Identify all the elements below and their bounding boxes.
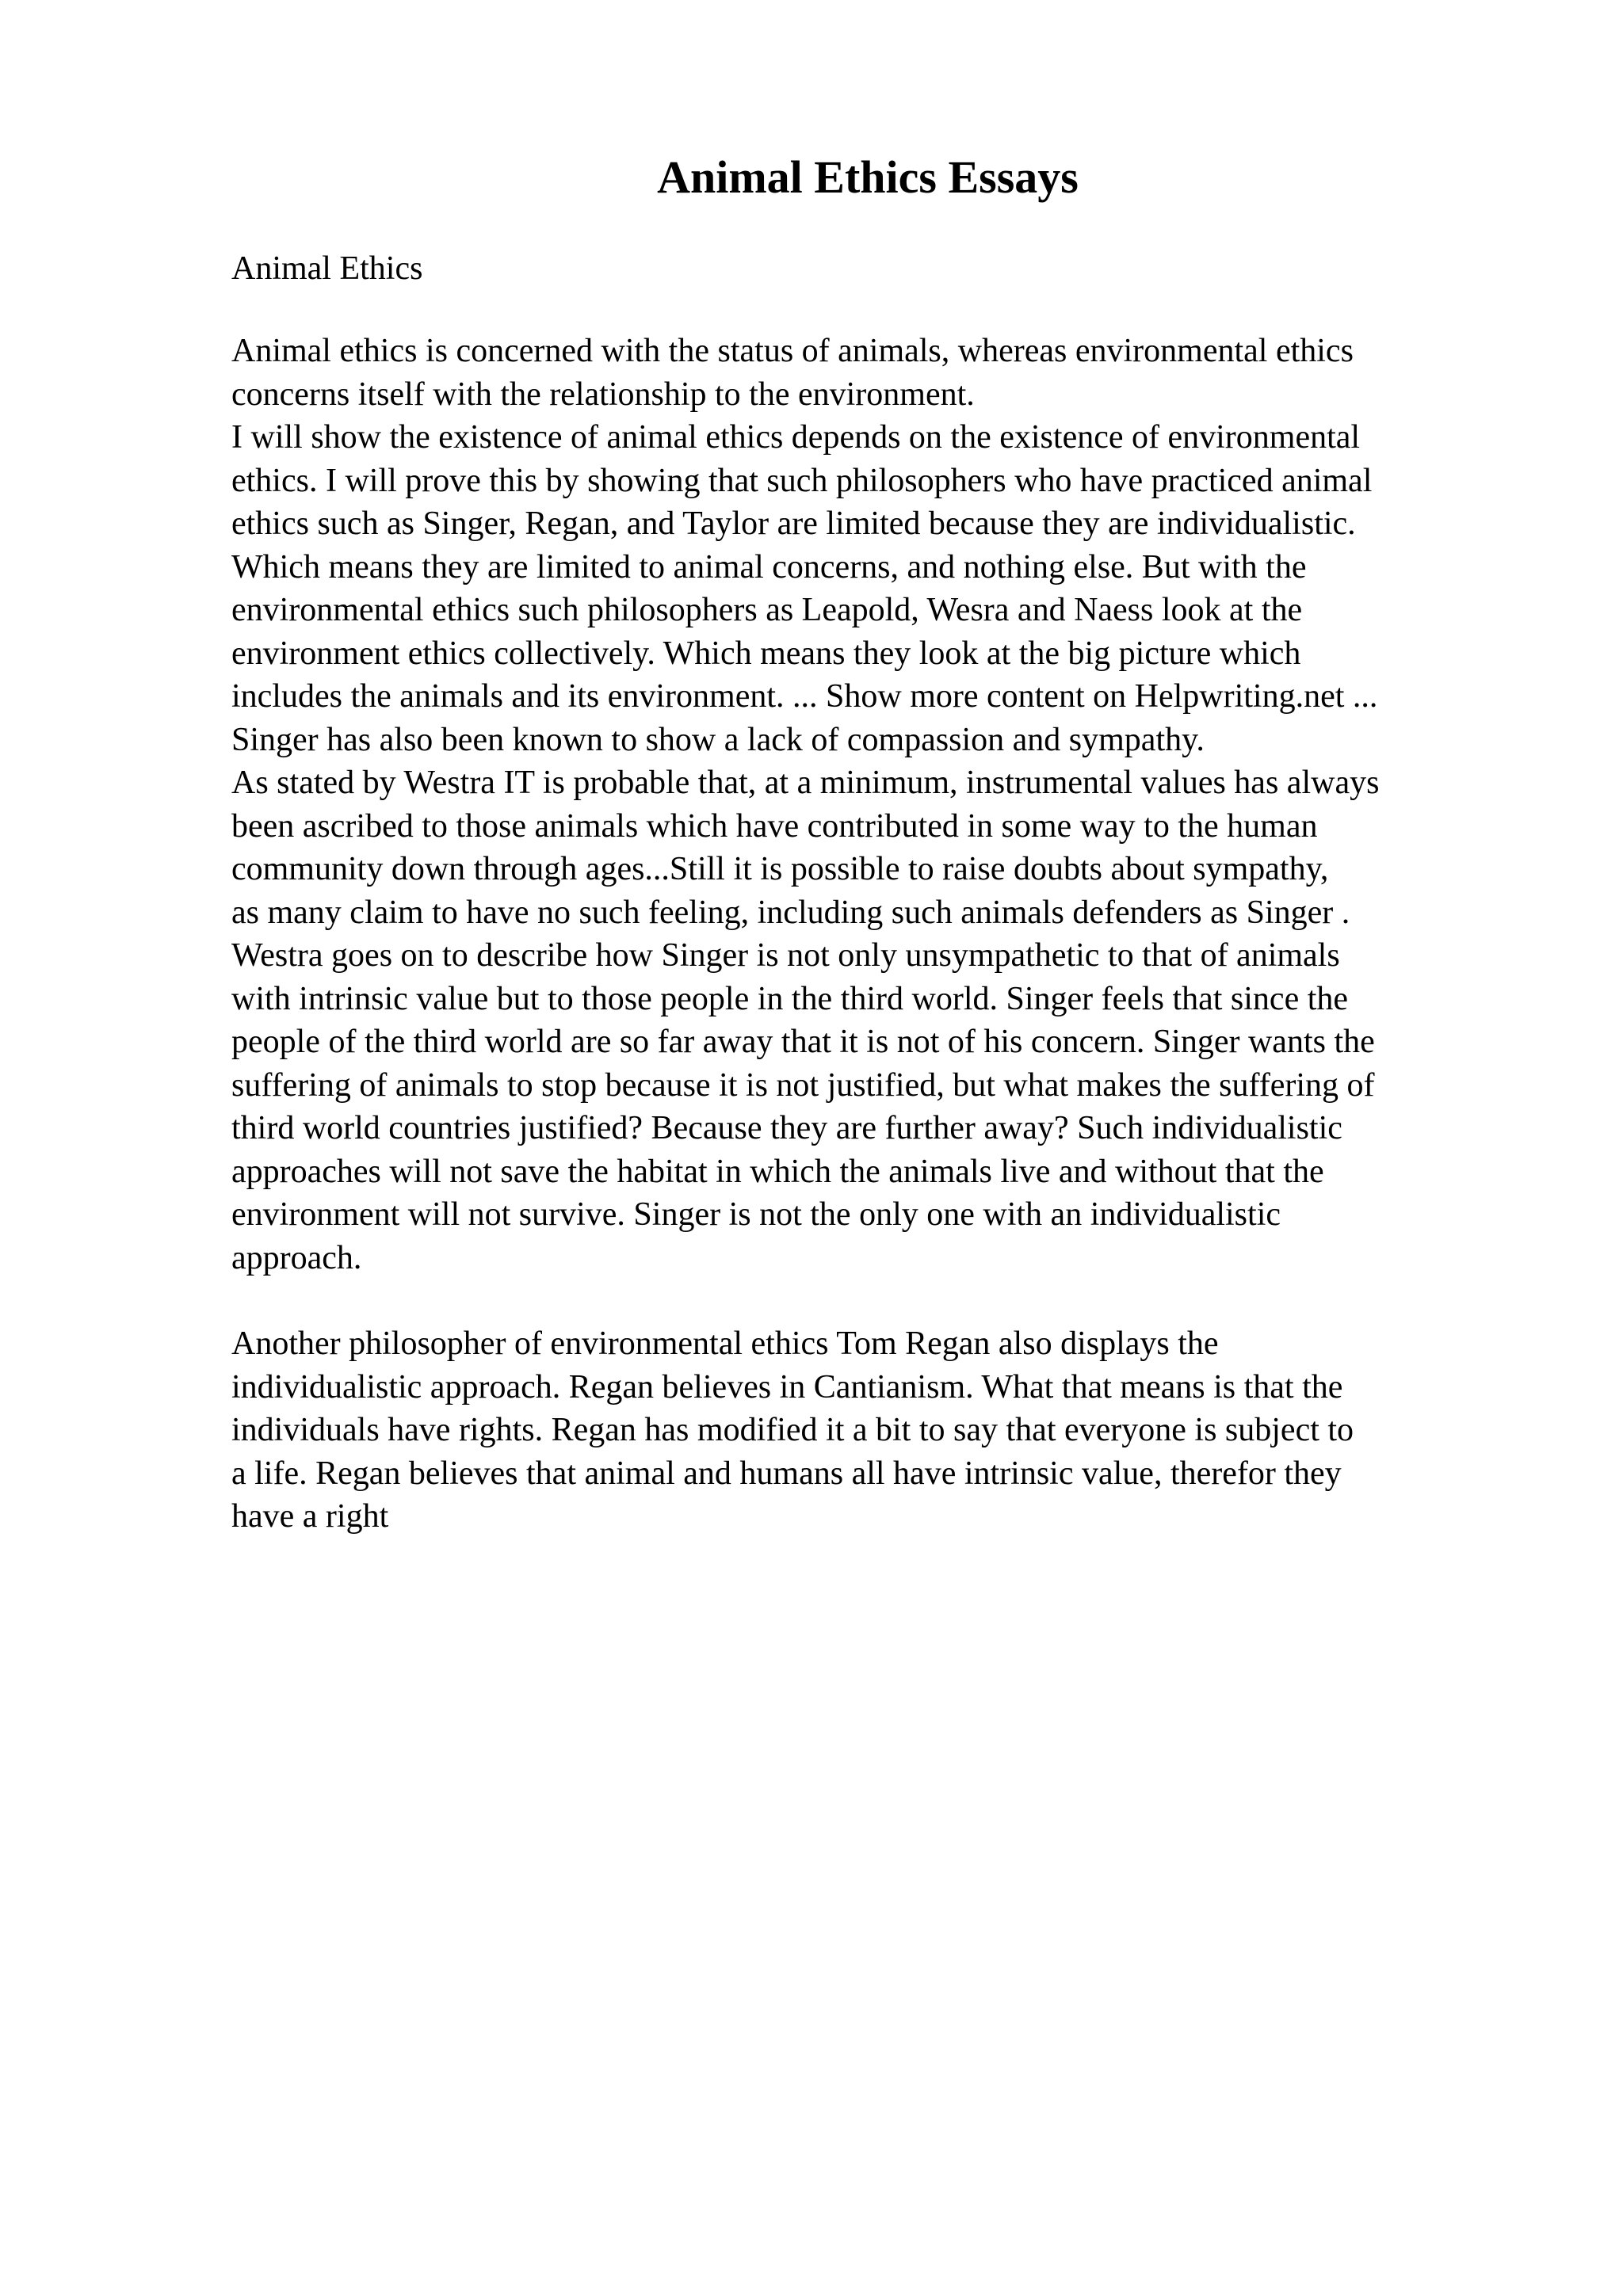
text-line: environment ethics collectively. Which means they look at the big picture which xyxy=(231,635,1301,672)
text-line: Which means they are limited to animal concerns, and nothing else. But with the xyxy=(231,548,1307,585)
text-line: third world countries justified? Because they are further away? Such individualistic xyxy=(231,1110,1342,1146)
text-line: community down through ages...Still it is possible to raise doubts about sympathy, xyxy=(231,851,1329,887)
text-line: environmental ethics such philosophers as Leapold, Wesra and Naess look at the xyxy=(231,592,1303,628)
text-line: environment will not survive. Singer is not the only one with an individualistic xyxy=(231,1196,1281,1233)
text-line: Another philosopher of environmental ethics Tom Regan also displays the xyxy=(231,1325,1219,1362)
text-line: individuals have rights. Regan has modified it a bit to say that everyone is subject to xyxy=(231,1412,1354,1448)
document-body xyxy=(231,244,1531,1539)
text-line: suffering of animals to stop because it is not justified, but what makes the suffering of xyxy=(231,1066,1375,1104)
document-subtitle: Animal Ethics xyxy=(231,250,423,287)
text-line: As stated by Westra IT is probable that, at a minimum, instrumental values has always xyxy=(231,765,1380,801)
text-line: approaches will not save the habitat in which the animals live and without that the xyxy=(231,1153,1324,1190)
text-line: includes the animals and its environment. ... Show more content on Helpwriting.net ... xyxy=(231,678,1378,715)
text-line: have a right xyxy=(231,1498,389,1535)
text-line: approach. xyxy=(231,1239,362,1276)
text-line: a life. Regan believes that animal and humans all have intrinsic value, therefor they xyxy=(231,1455,1342,1492)
text-line: people of the third world are so far away that it is not of his concern. Singer wants the xyxy=(231,1024,1375,1060)
document-title: Animal Ethics Essays xyxy=(657,151,1079,203)
text-line: ethics such as Singer, Regan, and Taylor are limited because they are individualistic. xyxy=(231,505,1356,542)
text-line: Animal ethics is concerned with the status of animals, whereas environmental ethics xyxy=(231,333,1354,369)
text-line: I will show the existence of animal ethics depends on the existence of environmental xyxy=(231,419,1361,456)
text-line: as many claim to have no such feeling, including such animals defenders as Singer . xyxy=(231,894,1350,931)
text-line: individualistic approach. Regan believes in Cantianism. What that means is that the xyxy=(231,1368,1343,1405)
paragraph-2 xyxy=(231,1322,1531,1539)
text-line: Singer has also been known to show a lack of compassion and sympathy. xyxy=(231,721,1205,758)
text-line: Westra goes on to describe how Singer is not only unsympathetic to that of animals xyxy=(231,937,1340,974)
text-line: with intrinsic value but to those people in the third world. Singer feels that since the xyxy=(231,980,1349,1017)
text-line: concerns itself with the relationship to the environment. xyxy=(231,376,975,413)
text-line: been ascribed to those animals which have contributed in some way to the human xyxy=(231,807,1318,845)
paragraph-1 xyxy=(231,330,1531,1280)
text-line: ethics. I will prove this by showing that such philosophers who have practiced animal xyxy=(231,462,1373,499)
